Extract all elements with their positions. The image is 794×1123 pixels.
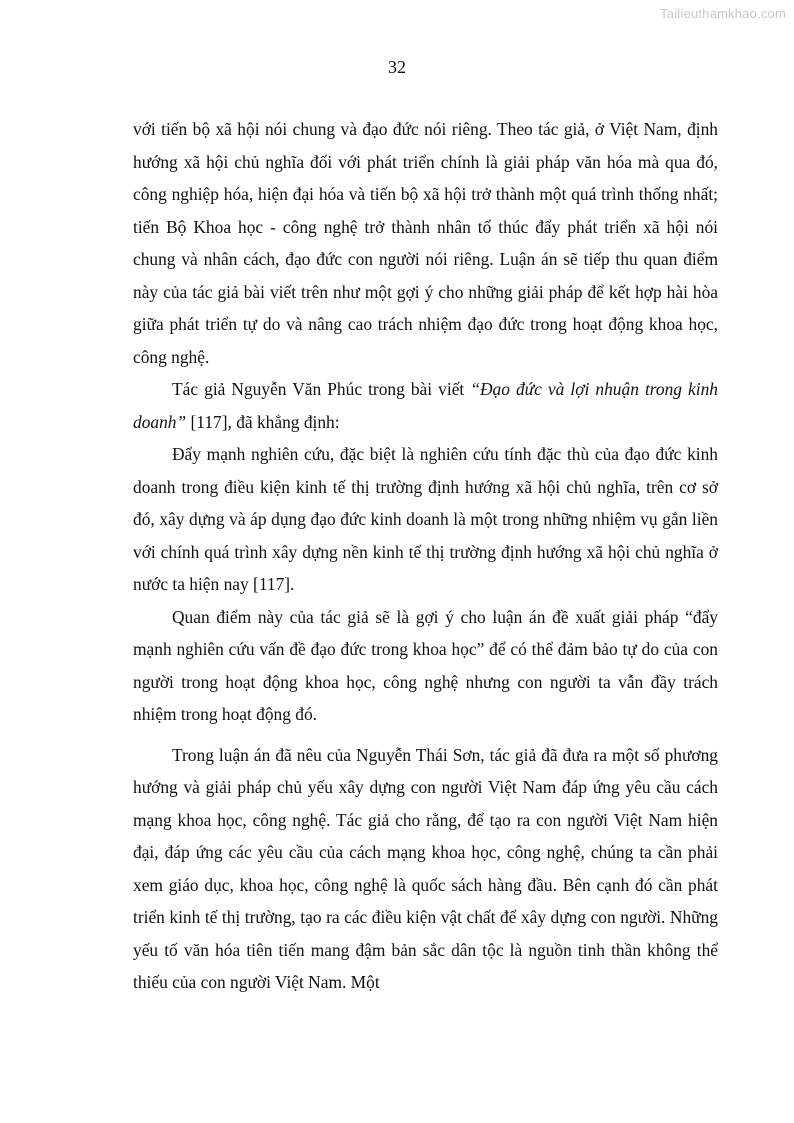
watermark-text: Tailieuthamkhao.com [660,6,786,21]
paragraph-2 [133,373,718,438]
paragraph-4: Quan điểm này của tác giả sẽ là gợi ý cho luận án đề xuất giải pháp “đẩy mạnh nghiên cứu vấn đề đạo đức trong khoa học” để có thể đảm bảo tự do của con người trong hoạt động khoa học, công nghệ nhưng con người ta vẫn đầy trách nhiệm trong hoạt động đó. [133,606,718,724]
block-quote: Đẩy mạnh nghiên cứu, đặc biệt là nghiên cứu tính đặc thù của đạo đức kinh doanh trong điều kiện kinh tế thị trường định hướng xã hội chủ nghĩa, trên cơ sở đó, xây dựng và áp dụng đạo đức kinh doanh là một trong những nhiệm vụ gắn liền với chính quá trình xây dựng nền kinh tế thị trường định hướng xã hội chủ nghĩa ở nước ta hiện nay [117]. [133,444,718,594]
page-number: 32 [388,57,406,77]
cited-article-title: “Đạo đức và lợi nhuận trong kinh doanh” [133,379,718,432]
document-body [133,113,718,999]
paragraph-2-intro: Tác giả Nguyễn Văn Phúc trong bài viết [172,379,471,399]
paragraph-5: Trong luận án đã nêu của Nguyễn Thái Sơn, tác giả đã đưa ra một số phương hướng và giải pháp chủ yếu xây dựng con người Việt Nam đáp ứng yêu cầu cách mạng khoa học, công nghệ. Tác giả cho rằng, để tạo ra con người Việt Nam hiện đại, đáp ứng các yêu cầu của cách mạng khoa học, công nghệ, chúng ta cần phải xem giáo dục, khoa học, công nghệ là quốc sách hàng đầu. Bên cạnh đó cần phát triển kinh tế thị trường, tạo ra các điều kiện vật chất để xây dựng con người. Những yếu tố văn hóa tiên tiến mang đậm bản sắc dân tộc là nguồn tinh thần không thể thiếu của con người Việt Nam. Một [133,744,718,992]
paragraph-2-citation: [117], đã khẳng định: [186,411,340,432]
paragraph-1: với tiến bộ xã hội nói chung và đạo đức nói riêng. Theo tác giả, ở Việt Nam, định hướng xã hội chủ nghĩa đối với phát triển chính là giải pháp văn hóa mà qua đó, công nghiệp hóa, hiện đại hóa và tiến bộ xã hội trở thành một quá trình thống nhất; tiến Bộ Khoa học - công nghệ trở thành nhân tố thúc đẩy phát triển xã hội nói chung và nhân cách, đạo đức con người nói riêng. Luận án sẽ tiếp thu quan điểm này của tác giả bài viết trên như một gợi ý cho những giải pháp để kết hợp hài hòa giữa phát triển tự do và nâng cao trách nhiệm đạo đức trong hoạt động khoa học, công nghệ. [133,119,718,367]
